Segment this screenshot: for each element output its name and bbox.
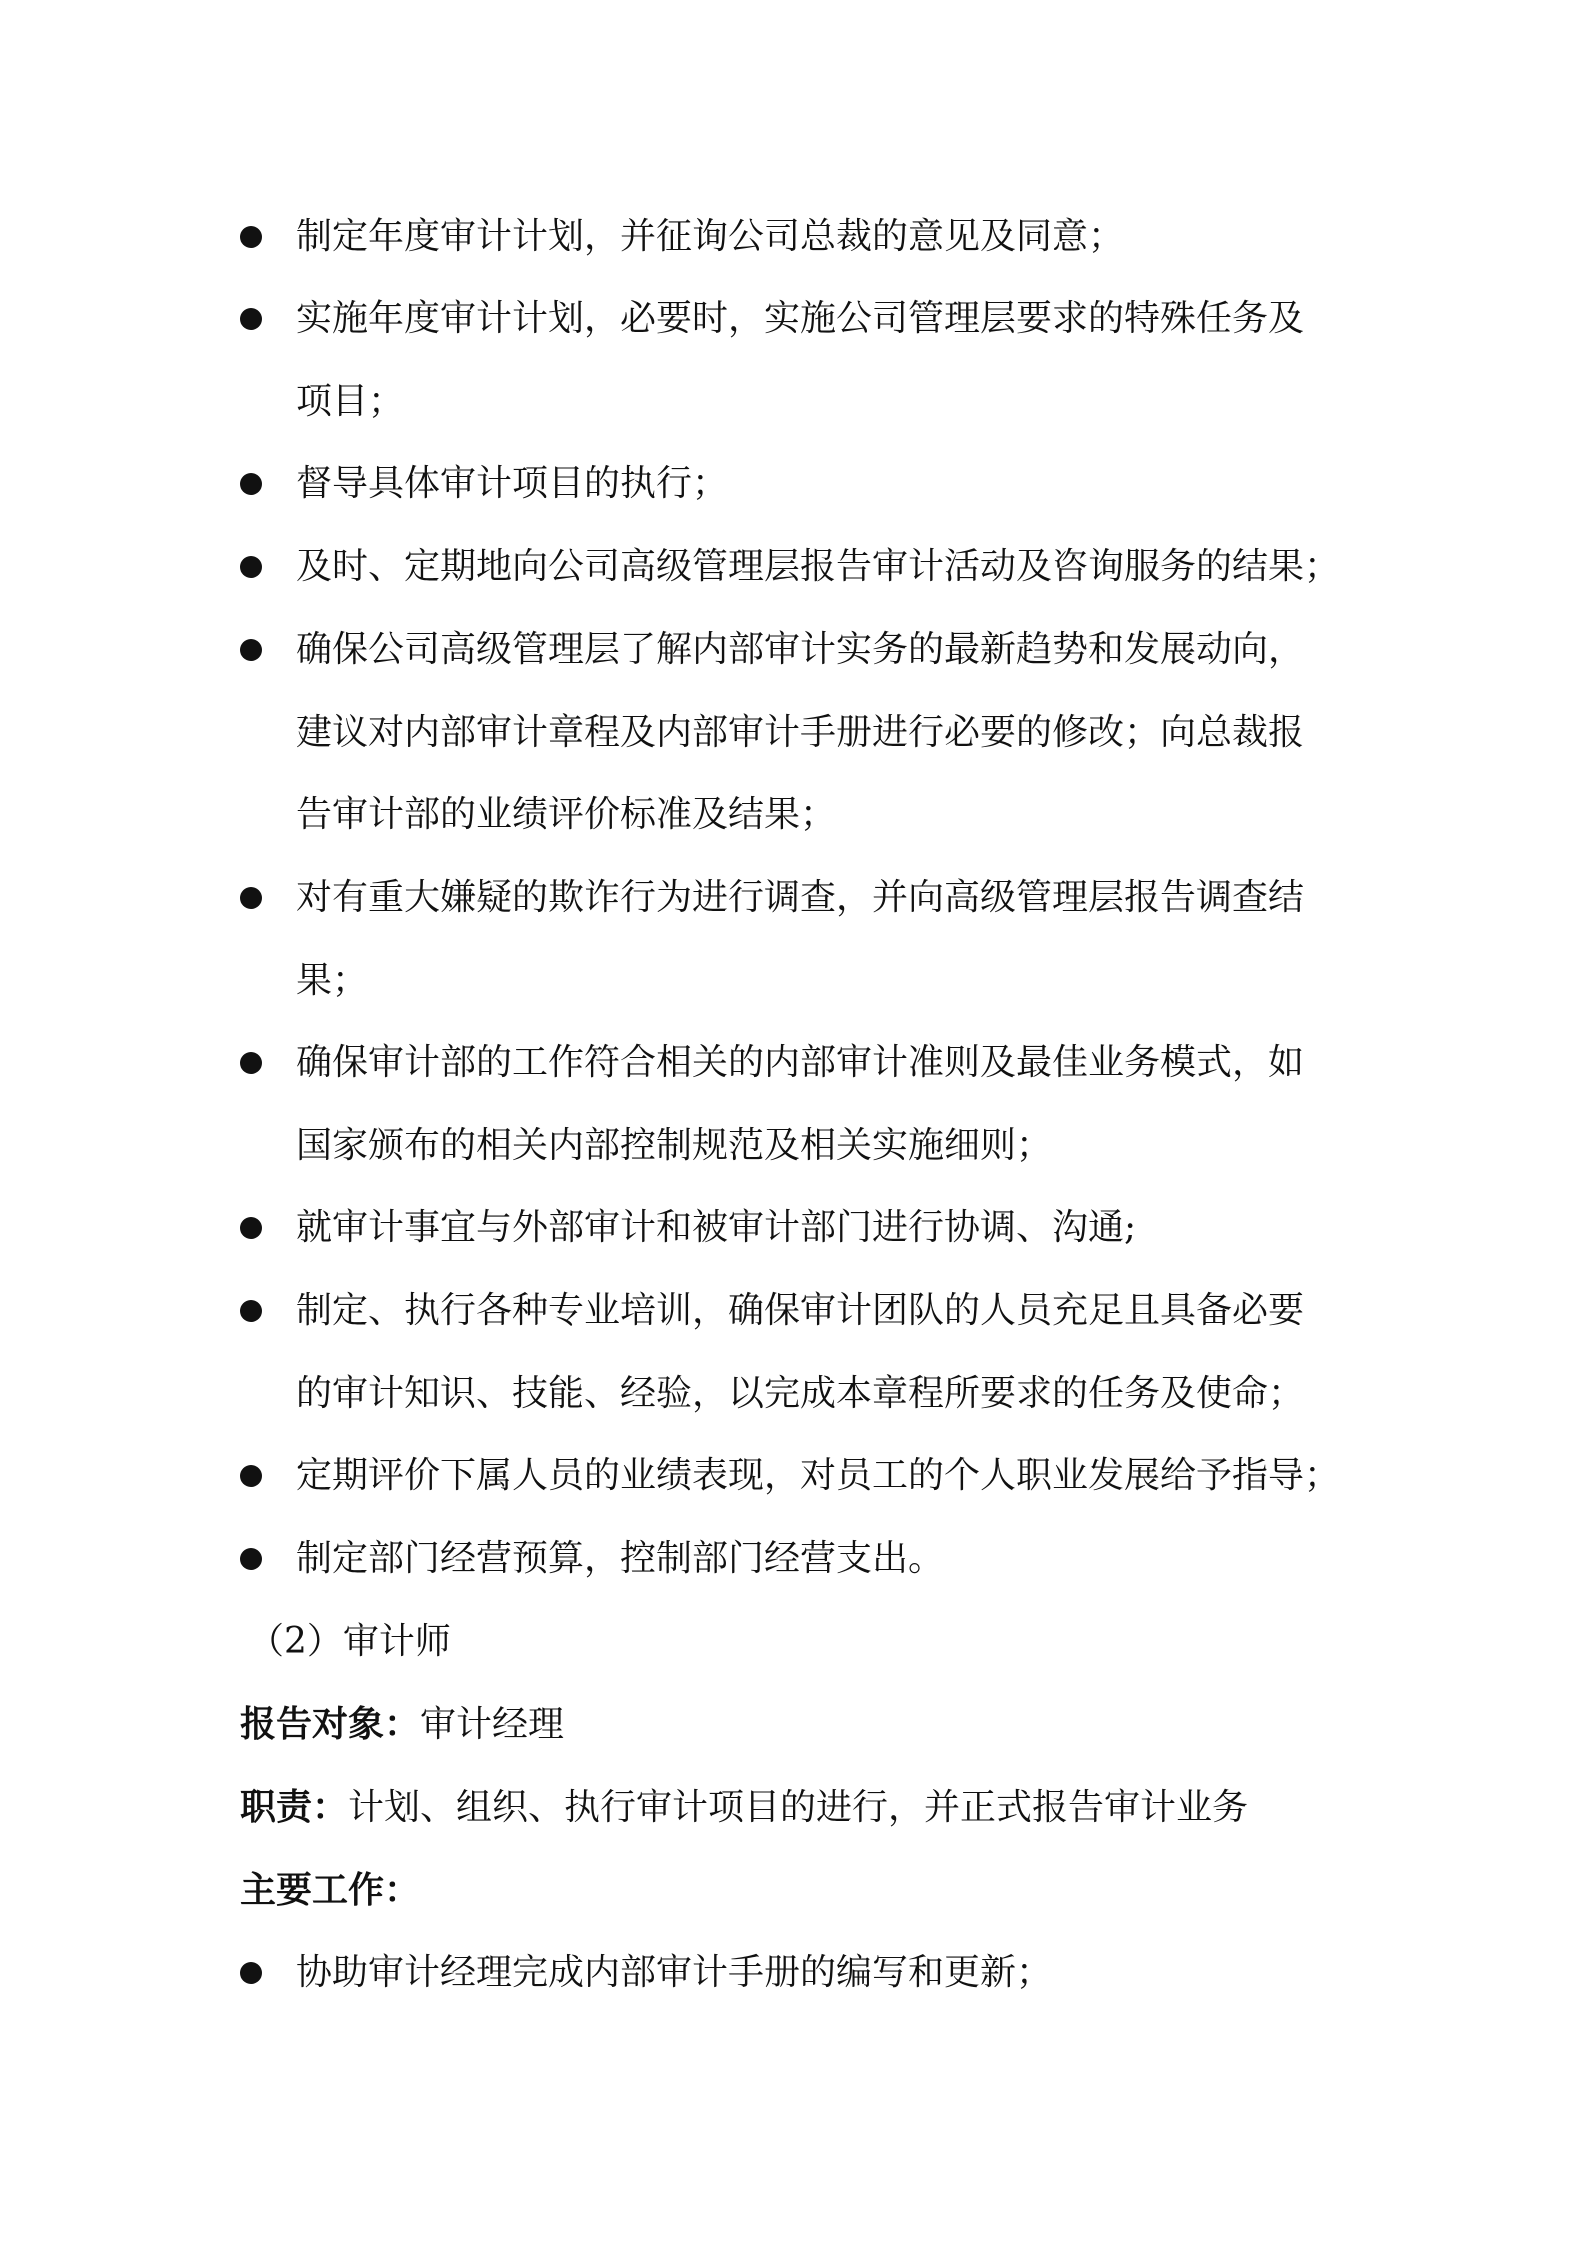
bullet-text-line: 国家颁布的相关内部控制规范及相关实施细则； [296, 1125, 1053, 1166]
bullet-text-line: 协助审计经理完成内部审计手册的编写和更新； [296, 1952, 1053, 1993]
bullet-dot [240, 473, 262, 495]
report-to-label: 报告对象： [240, 1703, 421, 1745]
bullet-text-line: 告审计部的业绩评价标准及结果； [296, 794, 837, 835]
bullet-text-line: 对有重大嫌疑的欺诈行为进行调查，并向高级管理层报告调查结 [296, 877, 1305, 918]
bullet-dot [240, 1300, 262, 1322]
bullet-text-line: 督导具体审计项目的执行； [296, 463, 729, 504]
bullet-text-line: 确保审计部的工作符合相关的内部审计准则及最佳业务模式，如 [296, 1042, 1305, 1083]
report-to-row [240, 1700, 564, 1749]
bullet-dot [240, 639, 262, 661]
main-work-label: 主要工作： [240, 1869, 421, 1911]
bullet-dot [240, 1052, 262, 1074]
section-heading: （2）审计师 [248, 1621, 451, 1662]
bullet-dot [240, 1962, 262, 1984]
bullet-text-line: 及时、定期地向公司高级管理层报告审计活动及咨询服务的结果； [296, 546, 1341, 587]
bullet-dot [240, 887, 262, 909]
bullet-dot [240, 556, 262, 578]
bullet-text-line: 制定部门经营预算，控制部门经营支出。 [296, 1538, 945, 1579]
bullet-text-line: 就审计事宜与外部审计和被审计部门进行协调、沟通; [296, 1207, 1137, 1248]
report-to-value: 审计经理 [420, 1704, 565, 1745]
bullet-dot [240, 1465, 262, 1487]
bullet-text-line: 项目； [296, 381, 405, 422]
bullet-text-line: 制定年度审计计划，并征询公司总裁的意见及同意； [296, 216, 1125, 257]
bullet-dot [240, 308, 262, 330]
duties-label: 职责： [240, 1786, 349, 1828]
bullet-dot [240, 1548, 262, 1570]
bullet-text-line: 的审计知识、技能、经验，以完成本章程所要求的任务及使命； [296, 1373, 1305, 1414]
bullet-dot [240, 226, 262, 248]
bullet-text-line: 制定、执行各种专业培训，确保审计团队的人员充足且具备必要 [296, 1290, 1305, 1331]
bullet-text-line: 建议对内部审计章程及内部审计手册进行必要的修改；向总裁报 [296, 712, 1305, 753]
duties-row [240, 1783, 1248, 1832]
bullet-dot [240, 1217, 262, 1239]
bullet-text-line: 确保公司高级管理层了解内部审计实务的最新趋势和发展动向， [296, 629, 1305, 670]
bullet-text-line: 实施年度审计计划，必要时，实施公司管理层要求的特殊任务及 [296, 298, 1305, 339]
bullet-text-line: 果； [296, 960, 369, 1001]
duties-value: 计划、组织、执行审计项目的进行，并正式报告审计业务 [348, 1787, 1249, 1828]
bullet-text-line: 定期评价下属人员的业绩表现，对员工的个人职业发展给予指导； [296, 1455, 1341, 1496]
